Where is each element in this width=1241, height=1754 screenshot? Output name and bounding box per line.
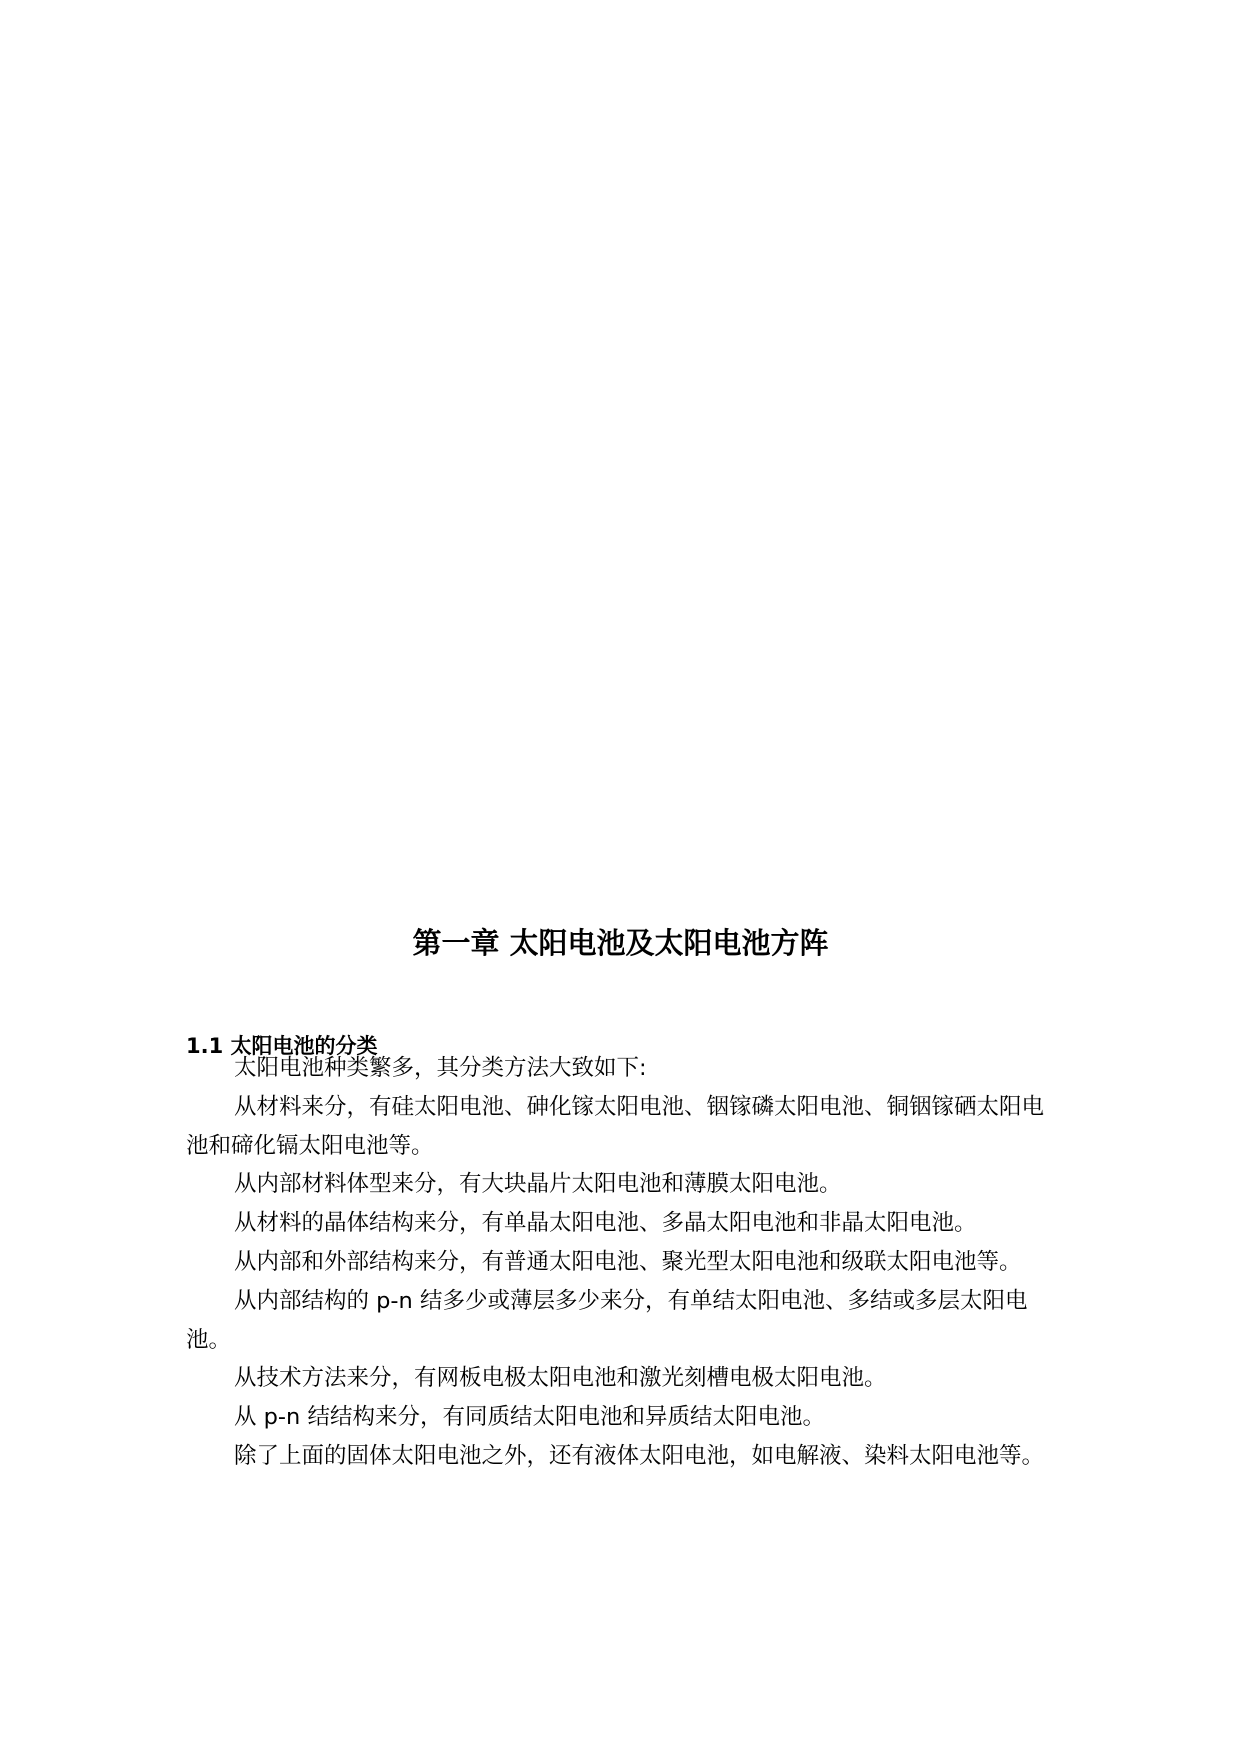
- paragraph-by-material: 从材料来分，有硅太阳电池、砷化镓太阳电池、铟镓磷太阳电池、铜铟镓硒太阳电池和碲化镉太阳电池等。: [186, 1093, 1045, 1159]
- paragraph-by-crystal-structure: 从材料的晶体结构来分，有单晶太阳电池、多晶太阳电池和非晶太阳电池。: [234, 1210, 977, 1237]
- body-text: [186, 1049, 1046, 1476]
- section-heading: 1.1 太阳电池的分类: [186, 1034, 378, 1059]
- paragraph-intro: 太阳电池种类繁多，其分类方法大致如下:: [234, 1055, 647, 1081]
- paragraph-by-structure: 从内部和外部结构来分，有普通太阳电池、聚光型太阳电池和级联太阳电池等。: [234, 1248, 1022, 1275]
- paragraph-by-body-type: 从内部材料体型来分，有大块晶片太阳电池和薄膜太阳电池。: [234, 1171, 842, 1198]
- paragraph-by-technique: 从技术方法来分，有网板电极太阳电池和激光刻槽电极太阳电池。: [234, 1365, 887, 1392]
- paragraph-by-junction-structure: 从 p-n 结结构来分，有同质结太阳电池和异质结太阳电池。: [234, 1404, 825, 1431]
- paragraph-liquid-cells: 除了上面的固体太阳电池之外，还有液体太阳电池，如电解液、染料太阳电池等。: [234, 1442, 1045, 1469]
- chapter-title: 第一章 太阳电池及太阳电池方阵: [412, 926, 829, 961]
- paragraph-by-junction-count: 从内部结构的 p-n 结多少或薄层多少来分，有单结太阳电池、多结或多层太阳电池。: [186, 1287, 1028, 1353]
